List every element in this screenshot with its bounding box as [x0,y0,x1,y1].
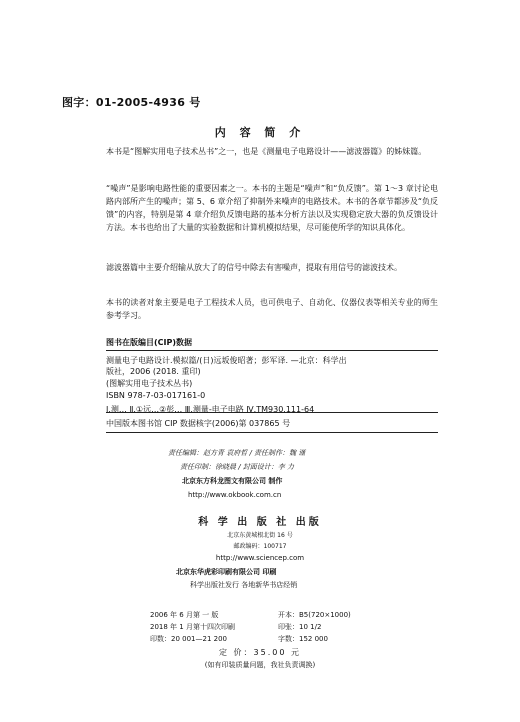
intro-paragraph-4: 本书的读者对象主要是电子工程技术人员，也可供电子、自动化、仪器仪表等相关专业的师生参考学习。 [106,298,438,320]
cip-line: (图解实用电子技术丛书) [106,379,193,388]
editor-credits: 责任编辑：赵方青 袁府哲 / 责任制作：魏 谨 [168,449,306,457]
page-title: 内 容 简 介 [214,126,306,139]
cip-record-number: 中国版本图书馆 CIP 数据核字(2006)第 037865 号 [106,419,291,428]
intro-paragraph-2: “噪声”是影响电路性能的重要因素之一。本书的主题是“噪声”和“负反馈”。第 1～3 章讨论电路内部所产生的噪声；第 5、6 章介绍了抑制外来噪声的电路技术。本书的各章节都涉及“负反馈”的内容，特别是第 4 章介绍负反馈电路的基本分析方法以及实现稳定放大器的负反馈设计方法。本书也给出了大量的实验数据和计算机模拟结果，尽可能使所学的知识具体化。 [106,184,438,232]
cip-classification: Ⅰ.测… Ⅱ.①远…②彭… Ⅲ.测量-电子电路 Ⅳ.TM930.111-64 [106,405,315,414]
cip-line: 版社，2006 (2018. 重印) [106,367,201,376]
print-run: 印数：20 001—21 200 [150,635,227,643]
intro-paragraph-3: 滤波器篇中主要介绍输从放大了的信号中除去有害噪声，提取有用信号的滤波技术。 [106,263,402,272]
intro-paragraph-1: 本书是“图解实用电子技术丛书”之一，也是《测量电子电路设计——滤波器篇》的姊妹篇。 [106,147,427,156]
printing: 2018 年 1 月第十四次印刷 [150,623,235,631]
publisher-address: 北京东黄城根北街 16 号 [227,532,293,539]
producer-url: http://www.okbook.com.cn [188,491,282,499]
cip-line: ISBN 978-7-03-017161-0 [106,391,206,400]
printer: 北京东华虎彩印刷有限公司 印刷 [176,568,277,576]
publisher-url: http://www.sciencep.com [215,554,305,562]
quality-notice: (如有印装质量问题，我社负责调换) [204,661,316,669]
sheets: 印张：10 1/2 [278,623,322,631]
cip-heading: 图书在版编目(CIP)数据 [106,338,193,347]
word-count: 字数：152 000 [278,635,328,643]
print-design-credits: 责任印制：徐晓晨 / 封面设计：李 力 [180,463,295,471]
price: 定 价：35.00 元 [219,648,301,657]
edition: 2006 年 6 月第 一 版 [150,611,219,619]
divider [106,350,438,351]
cip-line: 测量电子电路设计.模拟篇/(日)远坂俊昭著；彭军译. —北京：科学出 [106,356,347,365]
format: 开本：B5(720×1000) [278,611,351,619]
distribution: 科学出版社发行 各地新华书店经销 [190,581,298,589]
divider [106,432,438,433]
publisher: 科 学 出 版 社 出版 [198,517,322,528]
producer: 北京东方科龙图文有限公司 制作 [182,477,283,485]
divider [106,412,438,413]
cip-registration: 图字：01-2005-4936 号 [62,96,201,109]
postcode: 邮政编码：100717 [233,543,287,550]
